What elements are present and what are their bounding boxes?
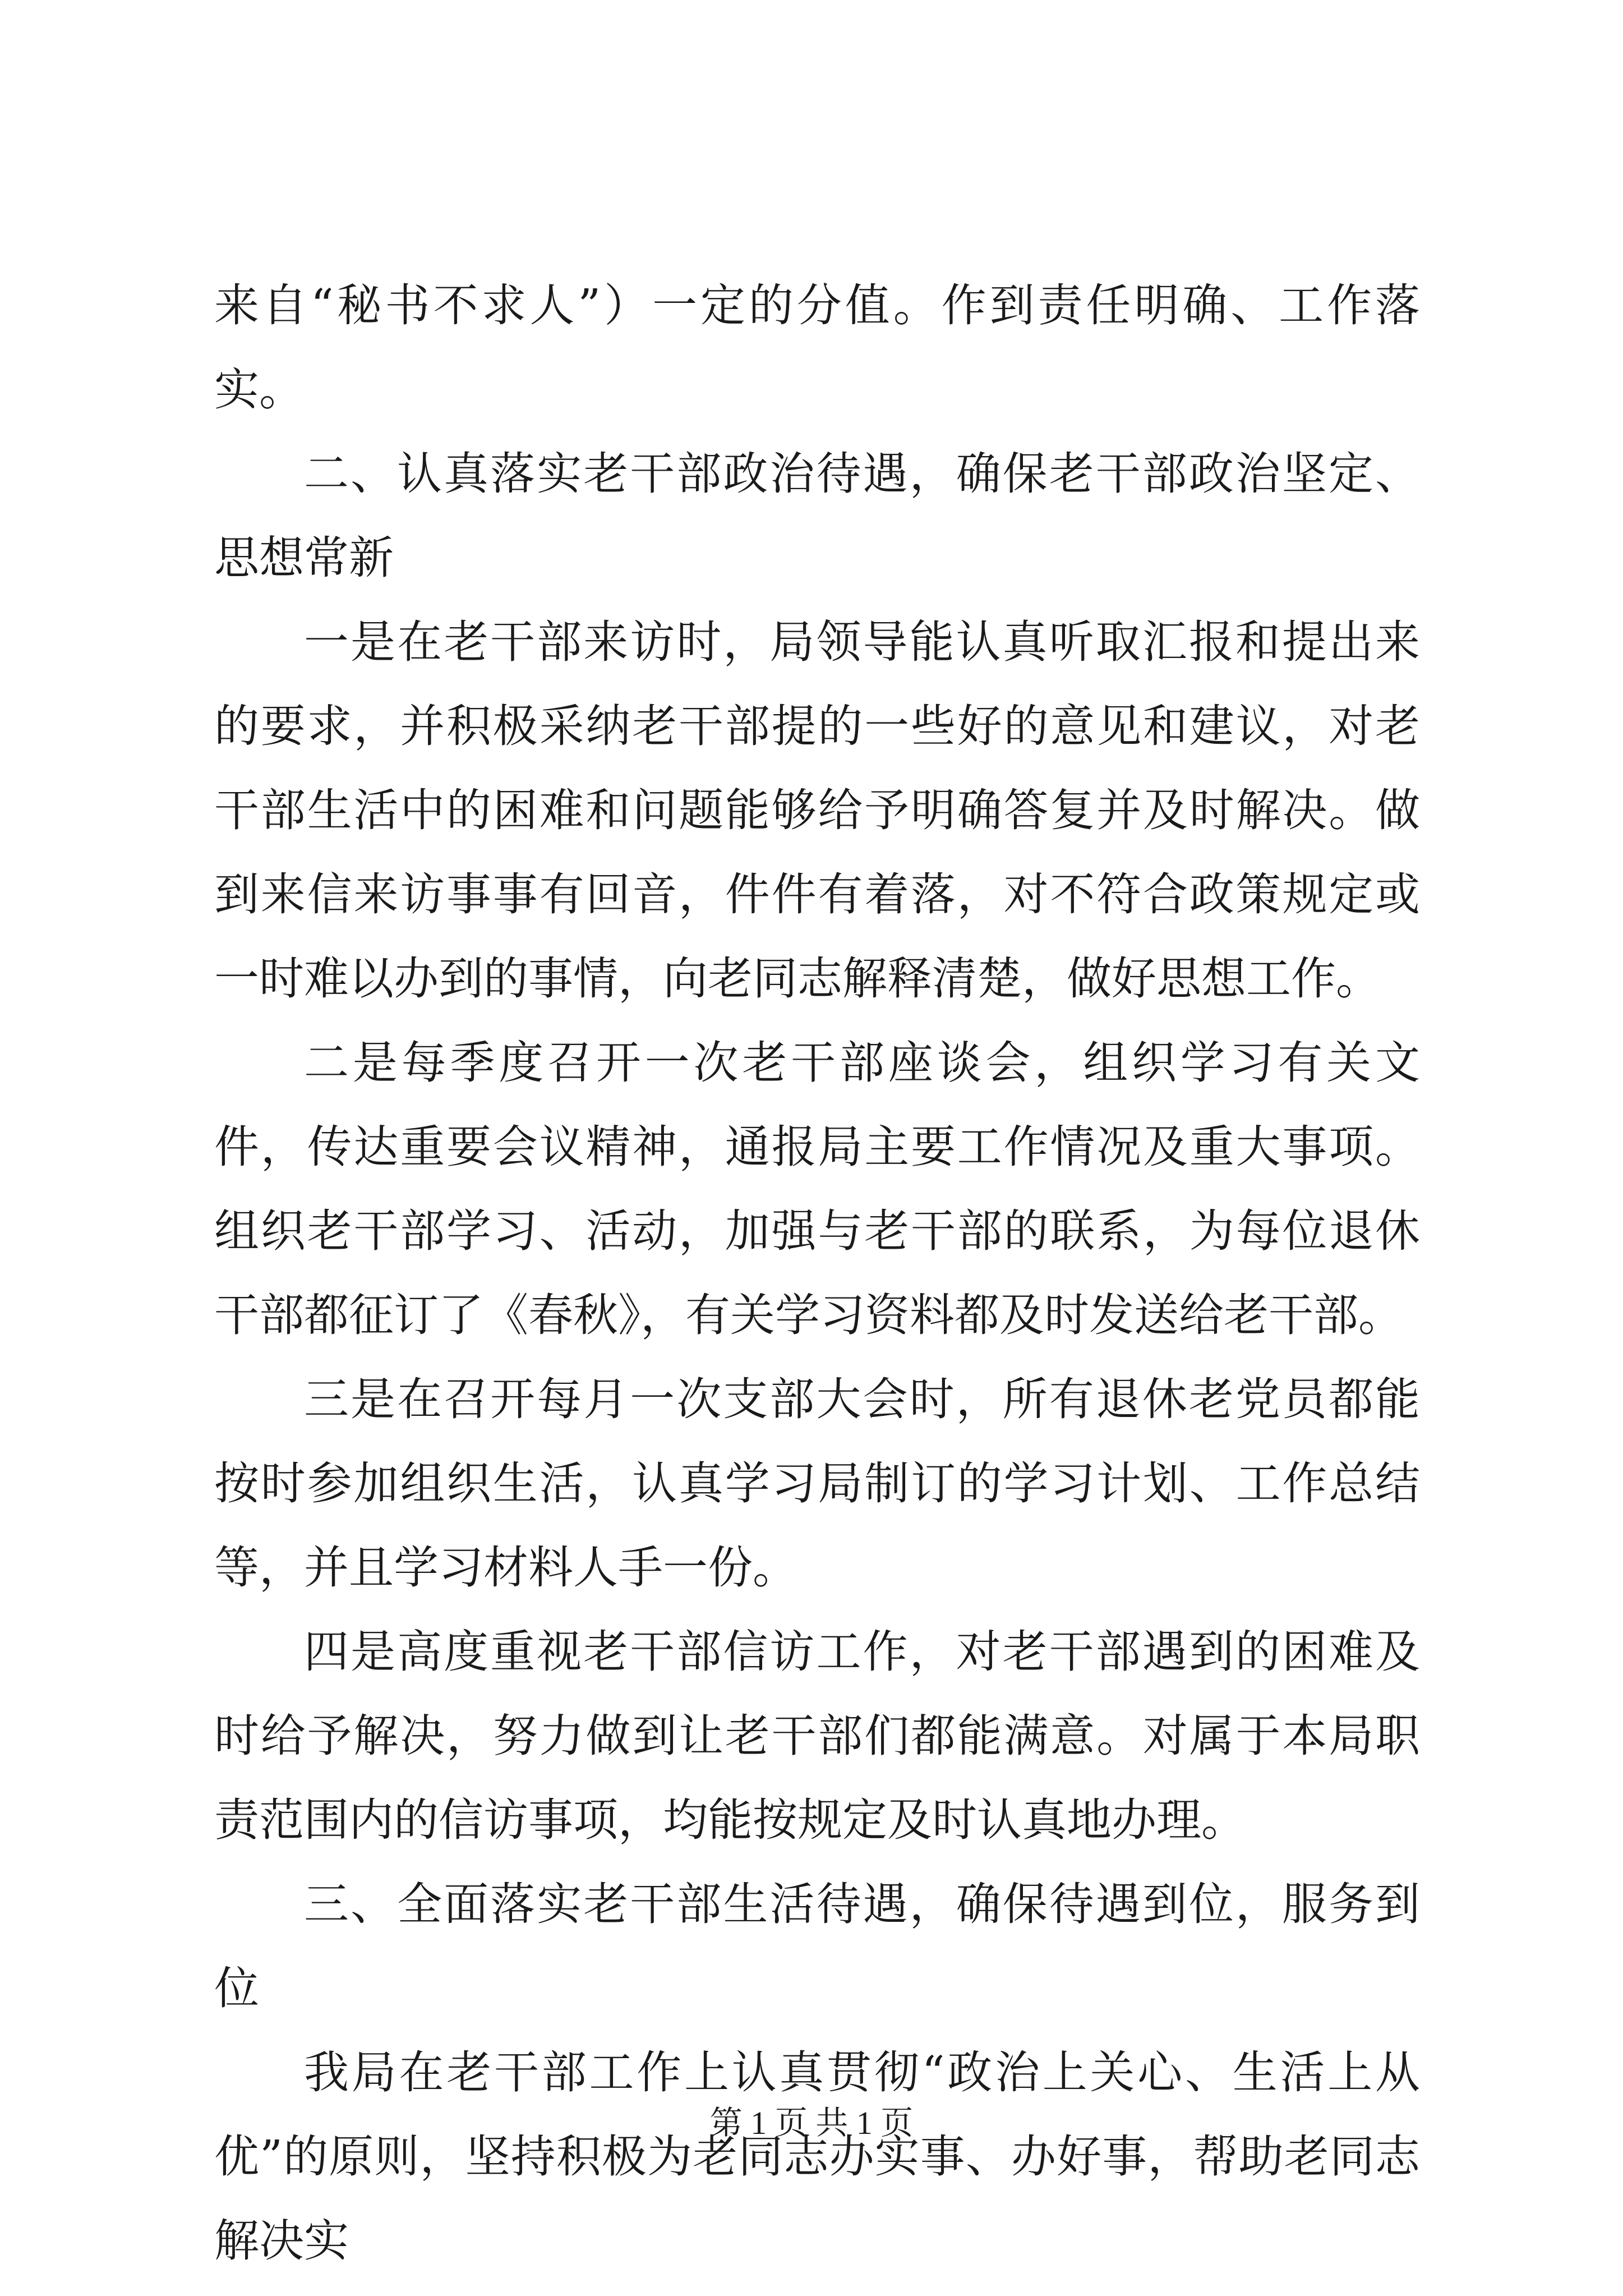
paragraph-continuation: 来自“秘书不求人”）一定的分值。作到责任明确、工作落实。 bbox=[214, 279, 1420, 416]
paragraph-item-4: 四是高度重视老干部信访工作，对老干部遇到的困难及时给予解决，努力做到让老干部们都能满意。对属于本局职责范围内的信访事项，均能按规定及时认真地办理。 bbox=[214, 1626, 1420, 1846]
paragraph-body: 我局在老干部工作上认真贯彻“政治上关心、生活上从优”的原则，坚持积极为老同志办实事、办好事，帮助老同志解决实 bbox=[214, 2046, 1420, 2267]
paragraph-item-2: 二是每季度召开一次老干部座谈会，组织学习有关文件，传达重要会议精神，通报局主要工作情况及重大事项。组织老干部学习、活动，加强与老干部的联系，为每位退休干部都征订了《春秋》，有关学习资料都及时发送给老干部。 bbox=[214, 1037, 1420, 1341]
section-heading-3: 三、全面落实老干部生活待遇，确保待遇到位，服务到位 bbox=[214, 1878, 1420, 2014]
paragraph-item-3: 三是在召开每月一次支部大会时，所有退休老党员都能按时参加组织生活，认真学习局制订的学习计划、工作总结等，并且学习材料人手一份。 bbox=[214, 1373, 1420, 1594]
page-footer: 第 1 页 共 1 页 bbox=[709, 2105, 914, 2141]
document-body bbox=[214, 264, 1420, 2283]
section-heading-2: 二、认真落实老干部政治待遇，确保老干部政治坚定、思想常新 bbox=[214, 448, 1420, 584]
paragraph-item-1: 一是在老干部来访时，局领导能认真听取汇报和提出来的要求，并积极采纳老干部提的一些好的意见和建议，对老干部生活中的困难和问题能够给予明确答复并及时解决。做到来信来访事事有回音，件件有着落，对不符合政策规定或一时难以办到的事情，向老同志解释清楚，做好思想工作。 bbox=[214, 616, 1420, 1005]
